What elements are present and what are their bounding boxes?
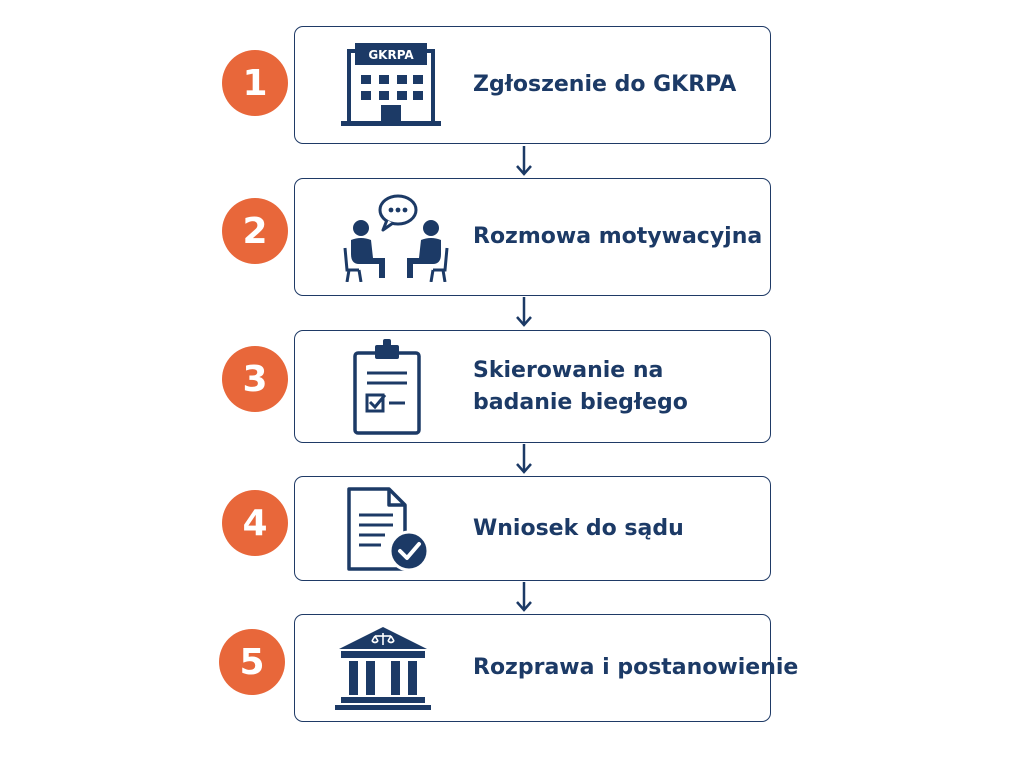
- step-card-2: [294, 178, 771, 296]
- clipboard-checklist-icon: [345, 339, 425, 435]
- building-sign-text: GKRPA: [368, 48, 414, 62]
- step-label-2-line-1: Rozmowa motywacyjna: [473, 224, 763, 249]
- step-card-3: [294, 330, 771, 443]
- step-number-4: 4: [222, 490, 288, 556]
- step-number-5: 5: [219, 629, 285, 695]
- step-label-4: [473, 513, 684, 545]
- step-number-3: 3: [222, 346, 288, 412]
- building-icon: [341, 43, 441, 127]
- arrow-1-to-2: [513, 146, 535, 178]
- step-label-2: [473, 221, 762, 253]
- step-label-1-line-1: Zgłoszenie do GKRPA: [473, 72, 737, 97]
- step-card-4: [294, 476, 771, 581]
- conversation-icon: [341, 192, 451, 282]
- arrow-2-to-3: [513, 297, 535, 329]
- courthouse-icon: [335, 625, 431, 711]
- arrow-3-to-4: [513, 444, 535, 476]
- step-label-3-line-2: badanie biegłego: [473, 389, 688, 415]
- step-label-5-line-1: Rozprawa i postanowienie: [473, 655, 799, 680]
- step-label-1: [473, 69, 736, 101]
- step-label-5: [473, 652, 798, 684]
- arrow-4-to-5: [513, 582, 535, 614]
- step-number-2: 2: [222, 198, 288, 264]
- step-card-5: [294, 614, 799, 722]
- step-label-3-line-1: Skierowanie na: [473, 357, 664, 383]
- step-label-4-line-1: Wniosek do sądu: [473, 515, 684, 541]
- step-label-3: [473, 355, 688, 419]
- step-number-1: 1: [222, 50, 288, 116]
- step-card-1: [294, 26, 771, 144]
- document-check-icon: [345, 485, 435, 573]
